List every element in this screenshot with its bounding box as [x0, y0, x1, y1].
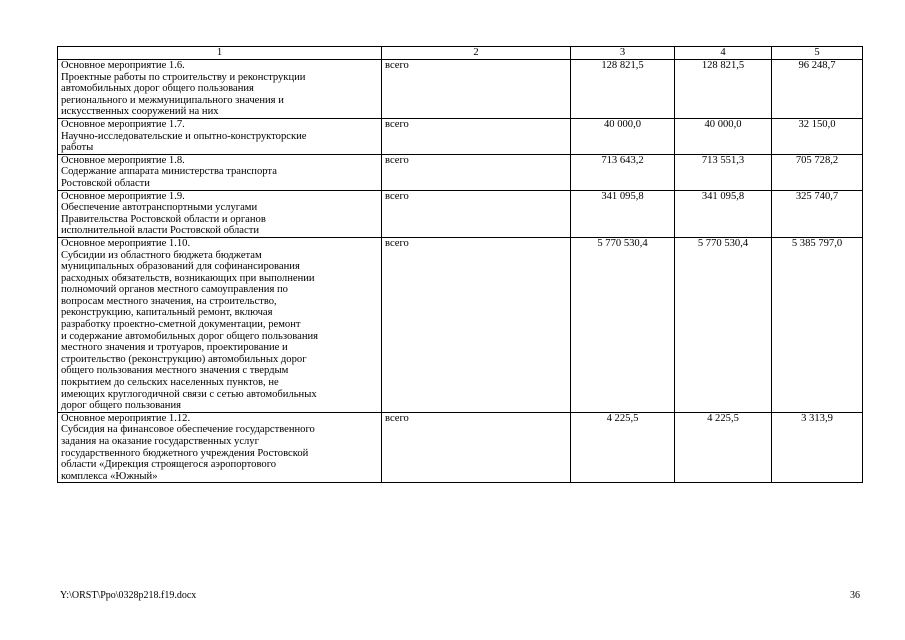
- table-row: [58, 412, 863, 483]
- activity-name: Основное мероприятие 1.12. Субсидия на финансовое обеспечение государственного задания на оказание государственных услуг государственного бюджетного учреждения Ростовской области «Дирекция строящегося аэропортового комплекса «Южный»: [58, 412, 382, 483]
- funding-source: всего: [382, 118, 571, 154]
- program-table: [57, 46, 863, 483]
- page-number: 36: [850, 590, 860, 601]
- table-row: [58, 190, 863, 237]
- value-col-4: 713 551,3: [675, 154, 772, 190]
- value-col-4: 341 095,8: [675, 190, 772, 237]
- value-col-3: 713 643,2: [571, 154, 675, 190]
- value-col-5: 705 728,2: [772, 154, 863, 190]
- value-col-4: 5 770 530,4: [675, 237, 772, 412]
- header-row: [58, 47, 863, 60]
- funding-source: всего: [382, 190, 571, 237]
- activity-name: Основное мероприятие 1.10. Субсидии из областного бюджета бюджетам муниципальных образований для софинансирования расходных обязательств, возникающих при выполнении полномочий органов местного самоуправления по вопросам местного значения, на строительство, реконструкцию, капитальный ремонт, включая разработку проектно-сметной документации, ремонт и содержание автомобильных дорог общего пользования местного значения и тротуаров, проектирование и строительство (реконструкцию) автомобильных дорог общего пользования местного значения с твердым покрытием до сельских населенных пунктов, не имеющих круглогодичной связи с сетью автомобильных дорог общего пользования: [58, 237, 382, 412]
- value-col-4: 40 000,0: [675, 118, 772, 154]
- footer-file-path: Y:\ORST\Ppo\0328p218.f19.docx: [60, 590, 197, 601]
- value-col-5: 325 740,7: [772, 190, 863, 237]
- value-col-4: 128 821,5: [675, 60, 772, 119]
- value-col-5: 32 150,0: [772, 118, 863, 154]
- value-col-3: 128 821,5: [571, 60, 675, 119]
- column-header-1: 1: [58, 47, 382, 60]
- value-col-4: 4 225,5: [675, 412, 772, 483]
- value-col-3: 4 225,5: [571, 412, 675, 483]
- value-col-3: 5 770 530,4: [571, 237, 675, 412]
- column-header-2: 2: [382, 47, 571, 60]
- table-row: [58, 154, 863, 190]
- funding-source: всего: [382, 60, 571, 119]
- funding-source: всего: [382, 412, 571, 483]
- value-col-5: 96 248,7: [772, 60, 863, 119]
- value-col-5: 5 385 797,0: [772, 237, 863, 412]
- column-header-3: 3: [571, 47, 675, 60]
- funding-source: всего: [382, 154, 571, 190]
- table-row: [58, 60, 863, 119]
- funding-source: всего: [382, 237, 571, 412]
- column-header-4: 4: [675, 47, 772, 60]
- value-col-3: 40 000,0: [571, 118, 675, 154]
- column-header-5: 5: [772, 47, 863, 60]
- table-row: [58, 237, 863, 412]
- value-col-3: 341 095,8: [571, 190, 675, 237]
- activity-name: Основное мероприятие 1.9. Обеспечение автотранспортными услугами Правительства Ростовской области и органов исполнительной власти Ростовской области: [58, 190, 382, 237]
- table-row: [58, 118, 863, 154]
- value-col-5: 3 313,9: [772, 412, 863, 483]
- activity-name: Основное мероприятие 1.8. Содержание аппарата министерства транспорта Ростовской области: [58, 154, 382, 190]
- activity-name: Основное мероприятие 1.7. Научно-исследовательские и опытно-конструкторские работы: [58, 118, 382, 154]
- activity-name: Основное мероприятие 1.6. Проектные работы по строительству и реконструкции автомобильных дорог общего пользования регионального и межмуниципального значения и искусственных сооружений на них: [58, 60, 382, 119]
